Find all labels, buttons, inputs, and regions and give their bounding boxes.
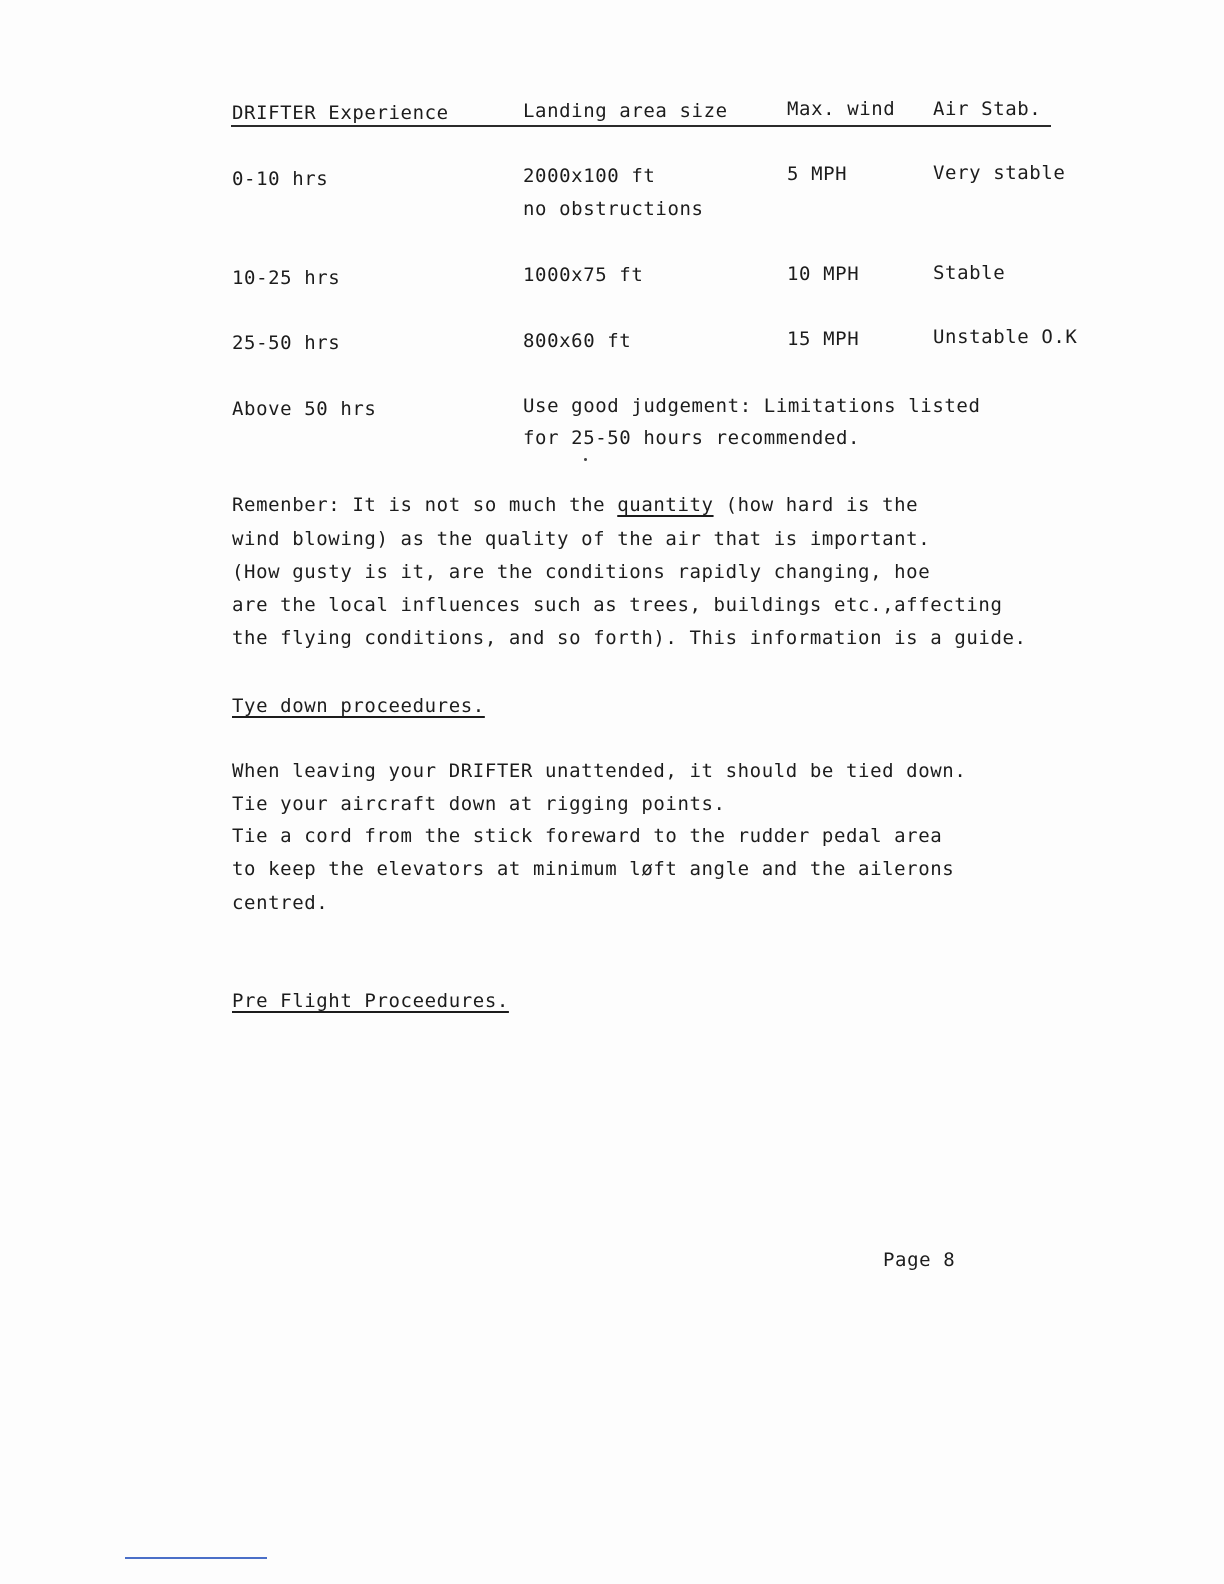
remember-line-2: wind blowing) as the quality of the air that is important. bbox=[232, 528, 931, 550]
quantity-emphasis: quantity bbox=[617, 494, 714, 516]
row2-area: 1000x75 ft bbox=[523, 264, 644, 286]
row1-experience: 0-10 hrs bbox=[232, 168, 329, 190]
header-drifter-experience: DRIFTER Experience bbox=[232, 102, 449, 124]
header-max-wind: Max. wind bbox=[787, 98, 896, 120]
row1-area: 2000x100 ft bbox=[523, 165, 656, 187]
remember-line-1-start: Remenber: It is not so much the bbox=[232, 494, 618, 516]
row2-stability: Stable bbox=[933, 262, 1006, 284]
row1-wind: 5 MPH bbox=[787, 163, 848, 185]
tie-down-line-2: Tie your aircraft down at rigging points. bbox=[232, 793, 726, 815]
tie-down-line-4: to keep the elevators at minimum løft angle and the ailerons bbox=[232, 858, 955, 880]
tie-down-heading: Tye down proceedures. bbox=[232, 695, 485, 717]
row3-wind: 15 MPH bbox=[787, 328, 860, 350]
page-number: Page 8 bbox=[883, 1249, 956, 1271]
tie-down-line-5: centred. bbox=[232, 892, 329, 914]
row4-note-line1: Use good judgement: Limitations listed bbox=[523, 395, 981, 417]
row2-wind: 10 MPH bbox=[787, 263, 860, 285]
scan-edge-line bbox=[125, 1557, 267, 1559]
row3-experience: 25-50 hrs bbox=[232, 332, 341, 354]
remember-line-1-end: (how hard is the bbox=[713, 494, 919, 516]
ink-speck bbox=[584, 458, 587, 461]
row1-stability: Very stable bbox=[933, 162, 1066, 184]
remember-line-5: the flying conditions, and so forth). This information is a guide. bbox=[232, 627, 1027, 649]
row1-area-note: no obstructions bbox=[523, 198, 704, 220]
row4-note-line2: for 25-50 hours recommended. bbox=[523, 427, 861, 449]
remember-line-3: (How gusty is it, are the conditions rapidly changing, hoe bbox=[232, 561, 931, 583]
remember-line-1 bbox=[232, 489, 918, 522]
row3-stability: Unstable O.K bbox=[933, 326, 1078, 348]
table-header-rule bbox=[231, 125, 1051, 127]
tie-down-line-1: When leaving your DRIFTER unattended, it should be tied down. bbox=[232, 760, 967, 782]
pre-flight-heading: Pre Flight Proceedures. bbox=[232, 990, 509, 1012]
tie-down-line-3: Tie a cord from the stick foreward to the rudder pedal area bbox=[232, 825, 943, 847]
row2-experience: 10-25 hrs bbox=[232, 267, 341, 289]
header-air-stab: Air Stab. bbox=[933, 98, 1042, 120]
row4-experience: Above 50 hrs bbox=[232, 398, 377, 420]
header-landing-area-size: Landing area size bbox=[523, 100, 728, 122]
row3-area: 800x60 ft bbox=[523, 330, 632, 352]
remember-line-4: are the local influences such as trees, buildings etc.,affecting bbox=[232, 594, 1003, 616]
